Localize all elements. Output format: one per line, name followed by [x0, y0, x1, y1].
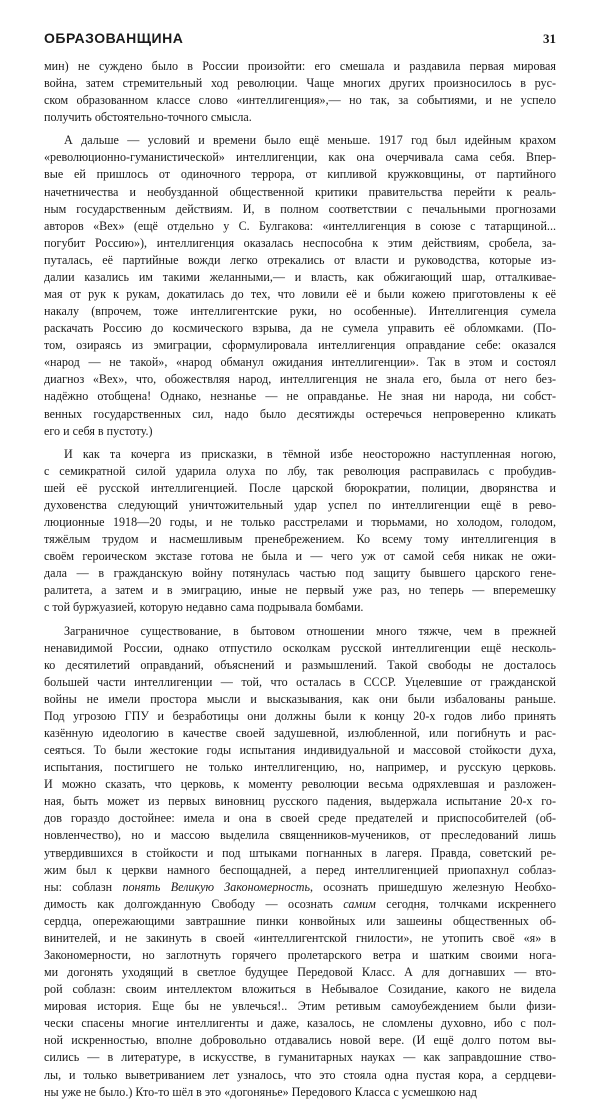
text-line: ском образованном классе слово «интеллигенция»,— но так, за событиями, и не успело — [44, 93, 556, 108]
text-line: дов гораздо достойнее: имела и она в своей среде предателей и приспособителей (об- — [44, 811, 556, 826]
text-line: Заграничное существование, в бытовом отношении много тяжче, чем в прежней — [64, 623, 556, 638]
text-line: люционные 1918—20 годы, и не только расстрелами и тюрьмами, но холодом, голодом, — [44, 515, 556, 530]
paragraph — [44, 446, 556, 617]
text-line: жим был к церкви намного беспощадней, а перед интеллигенцией приопахнул соблаз- — [44, 862, 556, 877]
text-line: путалась, её партийные вожди легко отрекались от власти и руководства, которые из- — [44, 252, 556, 267]
text-line: тяжёлым трудом и насмешливым пренебрежением. Ко всему тому интеллигенция в — [44, 532, 556, 547]
text-line: сились — в литературе, в искусстве, в гуманитарных науках — как заправдошние ство- — [44, 1050, 556, 1065]
text-line: И как та кочерга из присказки, в тёмной избе неосторожно наступленная ногою, — [64, 446, 556, 461]
paragraph — [44, 58, 556, 126]
text-line: своём героическом экстазе готова не была и — чего уж от самой себя никак не ожи- — [44, 549, 556, 564]
text-line: войны не имели простора мысли и высказывания, как они были избалованы раньше. — [44, 691, 556, 706]
text-line: чески спасены многие интеллигенты и даже, казалось, не сломлены духовно, ибо с пол- — [44, 1016, 556, 1031]
text-line: рой соблазн: своим интеллектом вложиться в Небывалое Созидание, какого не видела — [44, 982, 556, 997]
text-line: ны: соблазн понять Великую Закономерность, осознать пришедшую железную Необхо- — [44, 879, 556, 894]
text-line: Под угрозою ГПУ и безработицы они должны были к концу 20-х годов либо принять — [44, 708, 556, 723]
text-line: вые ей пришлось от одиночного террора, от кипливой кружковщины, от партийного — [44, 167, 556, 182]
text-line: с той буржуазией, которую недавно сама подрывала бомбами. — [44, 600, 364, 615]
text-line: раскачать Россию до космического взрыва, да не сумела управить её обломками. (По- — [44, 321, 556, 336]
text-line: его и себя в пустоту.) — [44, 423, 153, 438]
text-line: авторов «Вех» (ещё отдельно у С. Булгакова: «интеллигенция в союзе с татарщиной... — [44, 218, 556, 233]
text-line: ненавидимой России, однако отпустило осколкам русской интеллигенции ещё несколь- — [44, 640, 556, 655]
text-line: накалу (впрочем, тоже интеллигентские руки, но особенные). Интеллигенция сумела — [44, 304, 556, 319]
text-line: винителей, и не закинуть в своей «интеллигентской гнилости», не утопить своё «я» в — [44, 930, 556, 945]
text-line: ным государственным действиям. И, в полном соответствии с печальными прогнозами — [44, 201, 556, 216]
text-line: «народ — не такой», «народ обманул ожидания интеллигенции». Так в этом и состоял — [44, 355, 556, 370]
text-line: шей её русской интеллигенцией. После царской бюрократии, полиции, дворянства и — [44, 480, 556, 495]
page-number: 31 — [543, 31, 556, 46]
text-line: испытания, постигшего не только интеллигенцию, но, например, и русскую церковь. — [44, 760, 556, 775]
text-line: большей части интеллигенции — той, что осталась в СССР. Уцелевшие от гражданской — [44, 674, 556, 689]
text-line: ная, быть может из первых виновниц русского падения, выдержала испытание 20-х го- — [44, 794, 556, 809]
text-line: ны уже не было.) Кто-то шёл в это «догонянье» Передового Класса с усмешкою над — [44, 1084, 477, 1099]
text-line: И можно сказать, что церковь, к моменту революции весьма одряхлевшая и разложен- — [44, 777, 556, 792]
text-line: Закономерности, но заглотнуть горячего пролетарского ветра и шатким своими нога- — [44, 947, 556, 962]
paragraph — [44, 132, 556, 439]
text-line: мировая история. Еще бы не увлечься!.. Этим ретивым самоубеждением были физи- — [44, 999, 556, 1014]
text-line: начетничества и необузданной общественной критики правительства перейти к реаль- — [44, 184, 556, 199]
text-line: ной искренностью, вполне добровольно отдавались новой вере. (И ещё долго потом вы- — [44, 1033, 556, 1048]
text-line: сердца, опережающими завтрашние пинки конвойных или зашеины общественных об- — [44, 913, 556, 928]
text-line: венных государственных сил, надо было десятижды остеречься непроверенно кликать — [44, 406, 556, 421]
text-line: ми догонять уходящий в светлое будущее Передовой Класс. А для догнавших — вто- — [44, 965, 556, 980]
text-line: надёжно отобщена! Однако, незнанье — не оправданье. Не зная ни народа, ни собст- — [44, 389, 556, 404]
text-line: казённую идеологию в качестве своей задушевной, излюбленной, или погибнуть и рас- — [44, 725, 556, 740]
text-line: далии казались им такими желанными,— и власть, как обжигающий шар, отталкивае- — [44, 269, 556, 284]
body-text — [44, 58, 556, 1101]
text-line: война, затем стремительный ход революции. Чаще многих других произносилось в рус- — [44, 76, 556, 91]
text-line: с семикратной силой ударила олуха по лбу, так революция расправилась с пробудив- — [44, 463, 556, 478]
text-line: том, озираясь из эмиграции, сформулировала интеллигенция оправдание себе: оказался — [44, 338, 556, 353]
text-line: мин) не суждено было в России произойти: его смешала и раздавила первая мировая — [44, 59, 556, 73]
text-line: духовенства следующий уничтожительный удар успел по интеллигенции ещё в рево- — [44, 497, 556, 512]
paragraph — [44, 623, 556, 1101]
text-line: сеяться. То были жестокие годы испытания индивидуальной и массовой стойкости духа, — [44, 743, 556, 758]
text-line: новленчество), но и массою выделила священников-мучеников, от преследований лишь — [44, 828, 556, 843]
text-line: получить обстоятельно-точного смысла. — [44, 110, 252, 125]
text-line: мая от рук к рукам, докатилась до тех, что ловили её и были кожею приготовлены к её — [44, 287, 556, 302]
text-line: лы, и только выветриванием лет узналось, что это стояла одна пустая кора, а сердцеви- — [44, 1067, 556, 1082]
running-title: ОБРАЗОВАНЩИНА — [44, 30, 184, 46]
text-line: ко десятилетий оправданий, объяснений и размышлений. Такой свободы не досталось — [44, 657, 556, 672]
text-line: утвердившихся в стойкости и под штыками погнанных в лагеря. Правда, советский ре- — [44, 845, 556, 860]
text-line: диагноз «Вех», что, обожествляя народ, интеллигенция не знала его, была от него без- — [44, 372, 556, 387]
text-line: ралитета, а затем и в эмиграцию, иные не первый уже раз, но теперь — вперемешку — [44, 583, 556, 598]
text-line: дала — в гражданскую войну потянулась частью под защиту бывшего царского гене- — [44, 566, 556, 581]
text-line: А дальше — условий и времени было ещё меньше. 1917 год был идейным крахом — [64, 133, 556, 148]
text-line: димость как долгожданную Свободу — осознать самим сегодня, толчками искреннего — [44, 896, 556, 911]
text-line: «революционно-гуманистической» интеллигенции, как она очерчивала сама себя. Впер- — [44, 150, 556, 165]
running-header — [44, 30, 556, 56]
text-line: погубит Россию»), интеллигенция оказалась неспособна к этим действиям, сробела, за- — [44, 235, 556, 250]
